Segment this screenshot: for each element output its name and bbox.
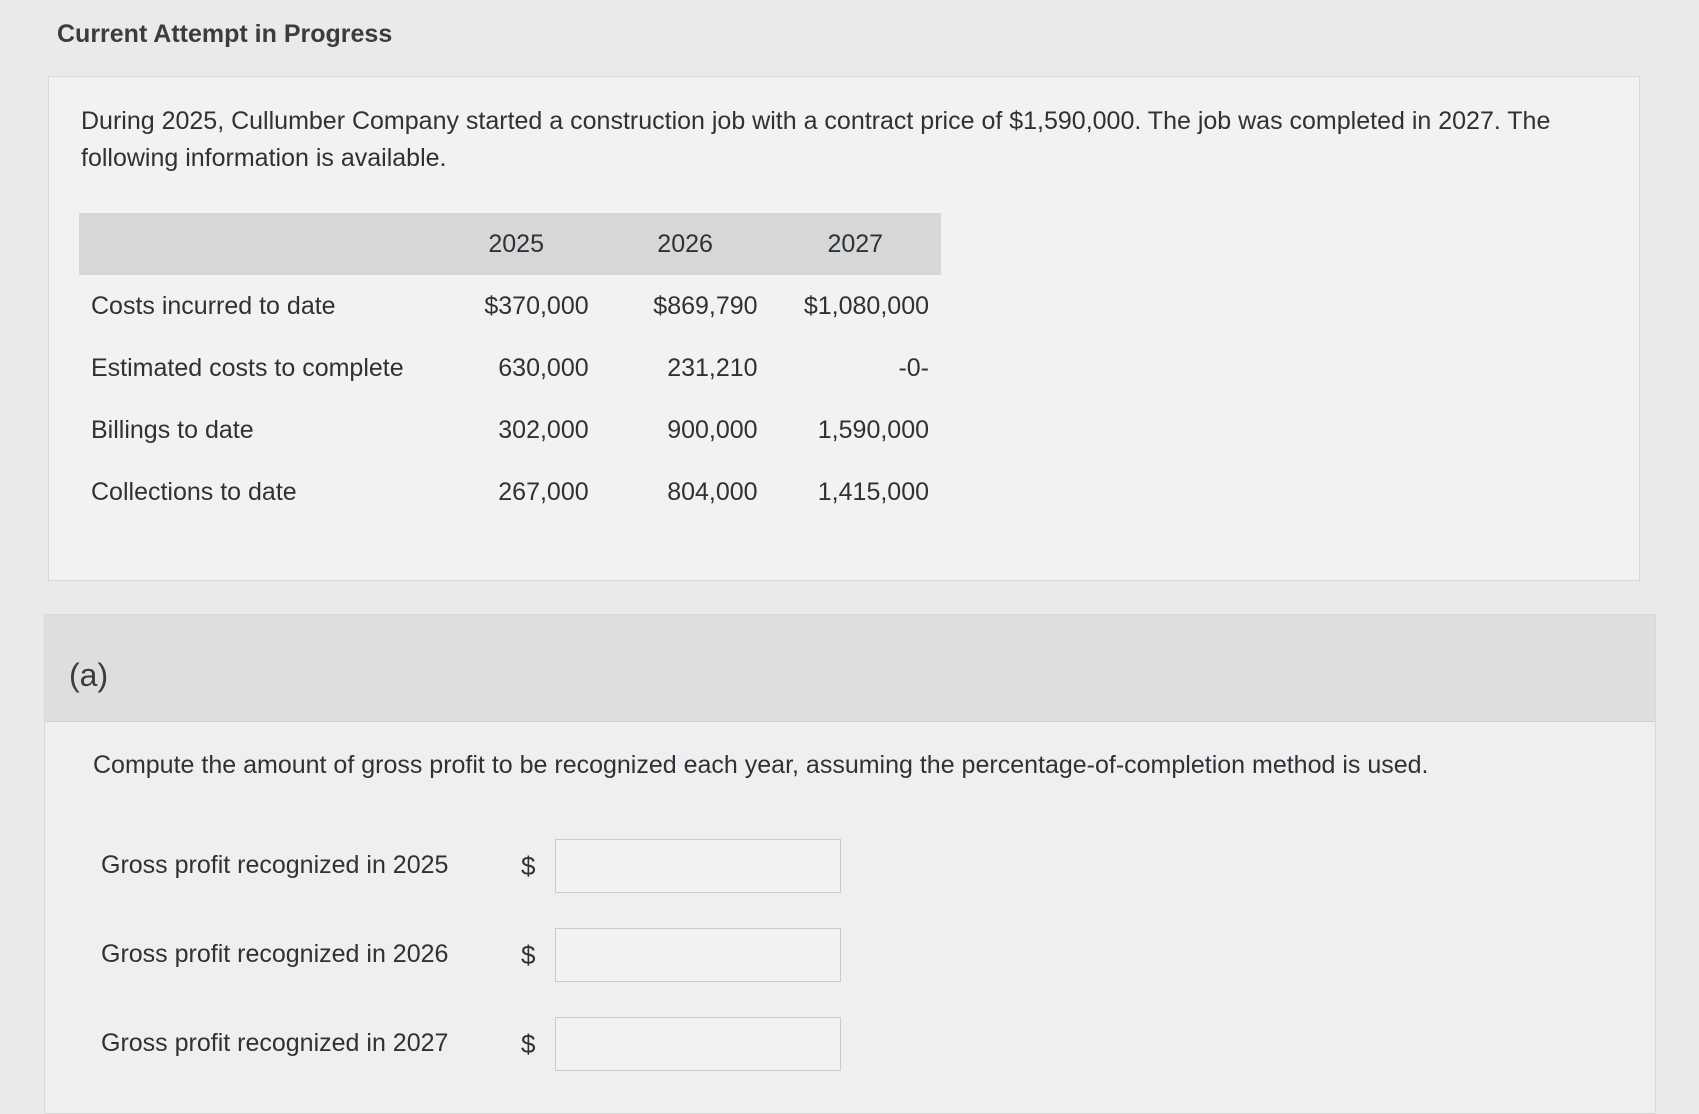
table-row <box>79 337 941 399</box>
dollar-sign: $ <box>521 1029 536 1059</box>
answer-row-2025 <box>101 839 901 895</box>
answer-label-2027: Gross profit recognized in 2027 <box>101 1029 449 1057</box>
table-header-row <box>79 213 941 275</box>
row-label: Billings to date <box>91 415 254 444</box>
part-a-header <box>45 615 1655 722</box>
part-a-instruction: Compute the amount of gross profit to be recognized each year, assuming the percentage-of-completion method is used. <box>93 751 1429 779</box>
table-cell: 231,210 <box>667 353 758 382</box>
table-cell: -0- <box>898 353 929 382</box>
answer-row-2027 <box>101 1017 901 1073</box>
data-table <box>79 213 941 523</box>
row-label: Collections to date <box>91 477 297 506</box>
table-cell: $869,790 <box>653 291 758 320</box>
table-row <box>79 399 941 461</box>
part-a-label: (a) <box>69 657 109 693</box>
table-cell: 1,415,000 <box>817 477 929 506</box>
table-cell: 804,000 <box>667 477 758 506</box>
row-label: Costs incurred to date <box>91 291 336 320</box>
table-row <box>79 461 941 523</box>
table-cell: 900,000 <box>667 415 758 444</box>
table-row <box>79 275 941 337</box>
table-cell: $370,000 <box>484 291 589 320</box>
table-cell: 630,000 <box>498 353 589 382</box>
table-cell: $1,080,000 <box>803 291 929 320</box>
page-heading: Current Attempt in Progress <box>57 20 393 48</box>
table-cell: 267,000 <box>498 477 589 506</box>
table-header-2027: 2027 <box>770 213 941 275</box>
gross-profit-2025-input[interactable] <box>555 839 841 893</box>
table-header-2026: 2026 <box>601 213 770 275</box>
table-header-blank <box>79 213 432 275</box>
part-a-card <box>44 614 1656 1114</box>
gross-profit-2027-input[interactable] <box>555 1017 841 1071</box>
answer-label-2026: Gross profit recognized in 2026 <box>101 940 449 968</box>
table-header-2025: 2025 <box>432 213 601 275</box>
problem-text: During 2025, Cullumber Company started a construction job with a contract price of $1,590,000. The job was completed in 2027. The following information is available. <box>81 107 1551 172</box>
dollar-sign: $ <box>521 851 536 881</box>
answer-label-2025: Gross profit recognized in 2025 <box>101 851 449 879</box>
gross-profit-2026-input[interactable] <box>555 928 841 982</box>
row-label: Estimated costs to complete <box>91 353 404 382</box>
answer-row-2026 <box>101 928 901 984</box>
table-cell: 302,000 <box>498 415 589 444</box>
dollar-sign: $ <box>521 940 536 970</box>
table-cell: 1,590,000 <box>817 415 929 444</box>
problem-card <box>48 76 1640 581</box>
